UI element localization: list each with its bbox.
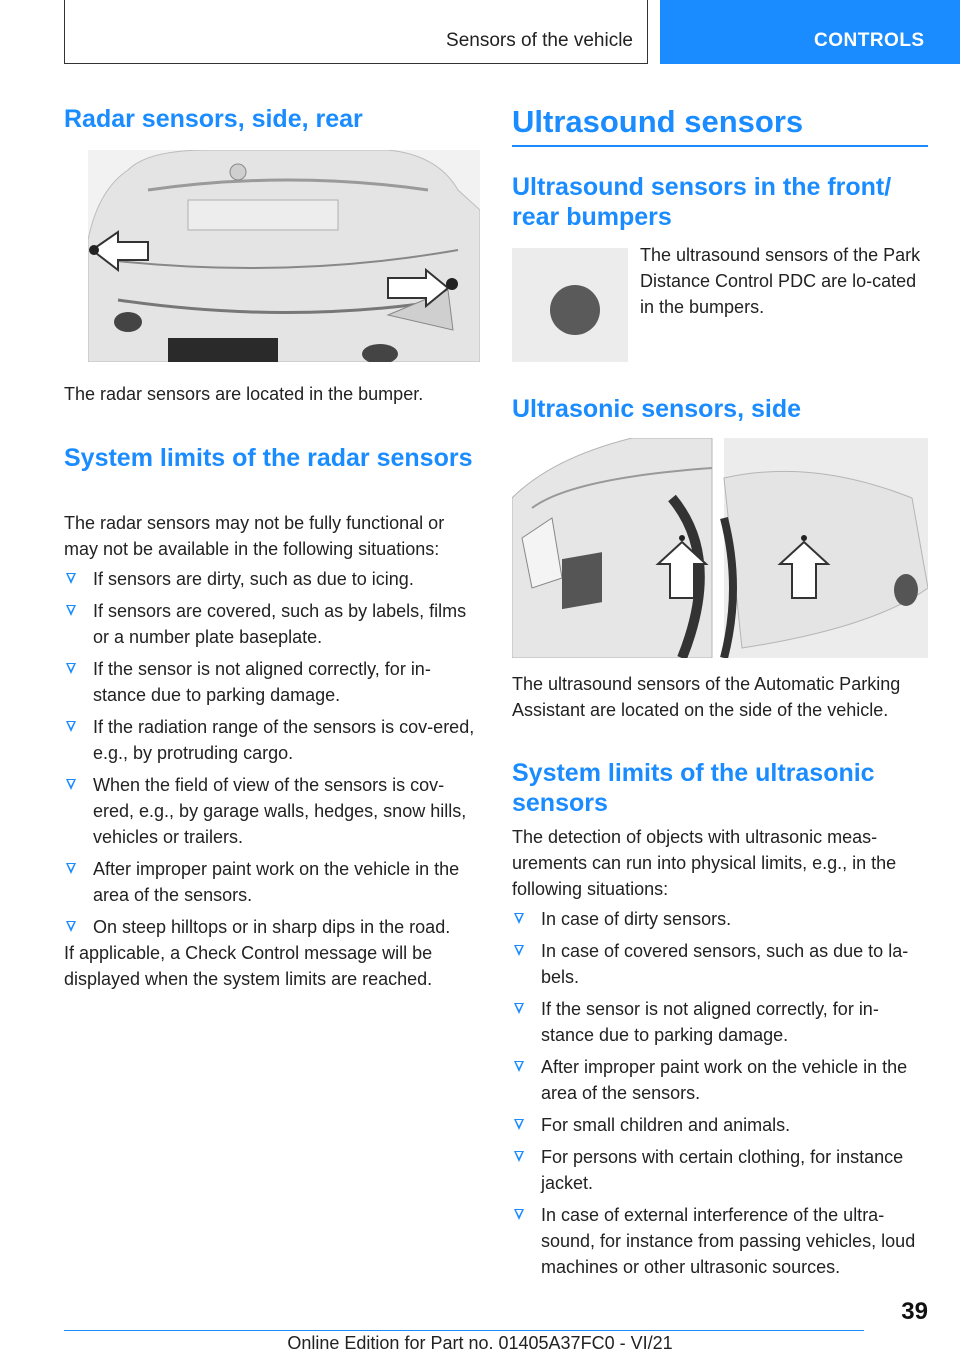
ultrasonic-limits-heading: System limits of the ultrasonic sensors [512,759,875,817]
list-item: If sensors are covered, such as by labels, films or a number plate baseplate. [64,598,480,650]
footer-rule [64,1330,864,1331]
list-item: If the sensor is not aligned correctly, for in-stance due to parking damage. [512,996,928,1048]
bullet-triangle-icon [66,721,76,732]
side-heading: Ultrasonic sensors, side [512,395,802,423]
header-section-box [64,0,648,64]
heading-rule [512,145,928,147]
rear-bumper-radar-image [88,150,480,362]
bullet-triangle-icon [66,921,76,932]
edition-footer: Online Edition for Part no. 01405A37FC0 - VI/21 [287,1333,673,1353]
ultrasound-main-heading: Ultrasound sensors [512,104,804,139]
chapter-tab[interactable] [660,0,960,64]
bullet-triangle-icon [66,863,76,874]
pdc-sensor-image [512,248,628,362]
side-caption: The ultrasound sensors of the Automatic Parking Assistant are located on the side of the vehicle. [512,674,901,720]
list-item: After improper paint work on the vehicle in the area of the sensors. [64,856,480,908]
bullet-triangle-icon [514,1061,524,1072]
list-item: For small children and animals. [512,1112,928,1138]
bullet-triangle-icon [514,913,524,924]
list-item: When the field of view of the sensors is cov-ered, e.g., by garage walls, hedges, snow hills, vehicles or trailers. [64,772,480,850]
radar-limits-list [64,566,480,946]
list-item: If sensors are dirty, such as due to icing. [64,566,480,592]
bullet-triangle-icon [66,605,76,616]
list-item: In case of covered sensors, such as due to la-bels. [512,938,928,990]
chapter-tab-label: CONTROLS [814,30,925,51]
section-title: Sensors of the vehicle [446,30,633,51]
bullet-triangle-icon [66,779,76,790]
bumpers-heading: Ultrasound sensors in the front/ rear bumpers [512,173,892,231]
ultrasonic-limits-list [512,906,928,1286]
radar-caption: The radar sensors are located in the bumper. [64,384,424,404]
bullet-triangle-icon [66,663,76,674]
list-item: For persons with certain clothing, for instance jacket. [512,1144,928,1196]
bumpers-text: The ultrasound sensors of the Park Distance Control PDC are lo-cated in the bumpers. [640,245,921,317]
list-item: On steep hilltops or in sharp dips in the road. [64,914,480,940]
bullet-triangle-icon [514,1119,524,1130]
radar-limits-heading: System limits of the radar sensors [64,444,473,472]
list-item: In case of external interference of the ultra-sound, for instance from passing vehicles, loud machines or other ultrasonic sources. [512,1202,928,1280]
list-item: If the radiation range of the sensors is cov-ered, e.g., by protruding cargo. [64,714,480,766]
list-item: After improper paint work on the vehicle in the area of the sensors. [512,1054,928,1106]
ultrasonic-limits-intro: The detection of objects with ultrasonic meas-urements can run into physical limits, e.g., in the following situations: [512,827,897,899]
bullet-triangle-icon [514,945,524,956]
list-item: If the sensor is not aligned correctly, for in-stance due to parking damage. [64,656,480,708]
page-number: 39 [901,1298,928,1325]
radar-limits-intro: The radar sensors may not be fully functional or may not be available in the following situations: [64,513,445,559]
bullet-triangle-icon [514,1209,524,1220]
list-item: In case of dirty sensors. [512,906,928,932]
bullet-triangle-icon [514,1003,524,1014]
radar-heading: Radar sensors, side, rear [64,105,363,133]
radar-limits-outro: If applicable, a Check Control message will be displayed when the system limits are reached. [64,943,433,989]
bullet-triangle-icon [66,573,76,584]
side-sensors-image [512,438,928,658]
bullet-triangle-icon [514,1151,524,1162]
